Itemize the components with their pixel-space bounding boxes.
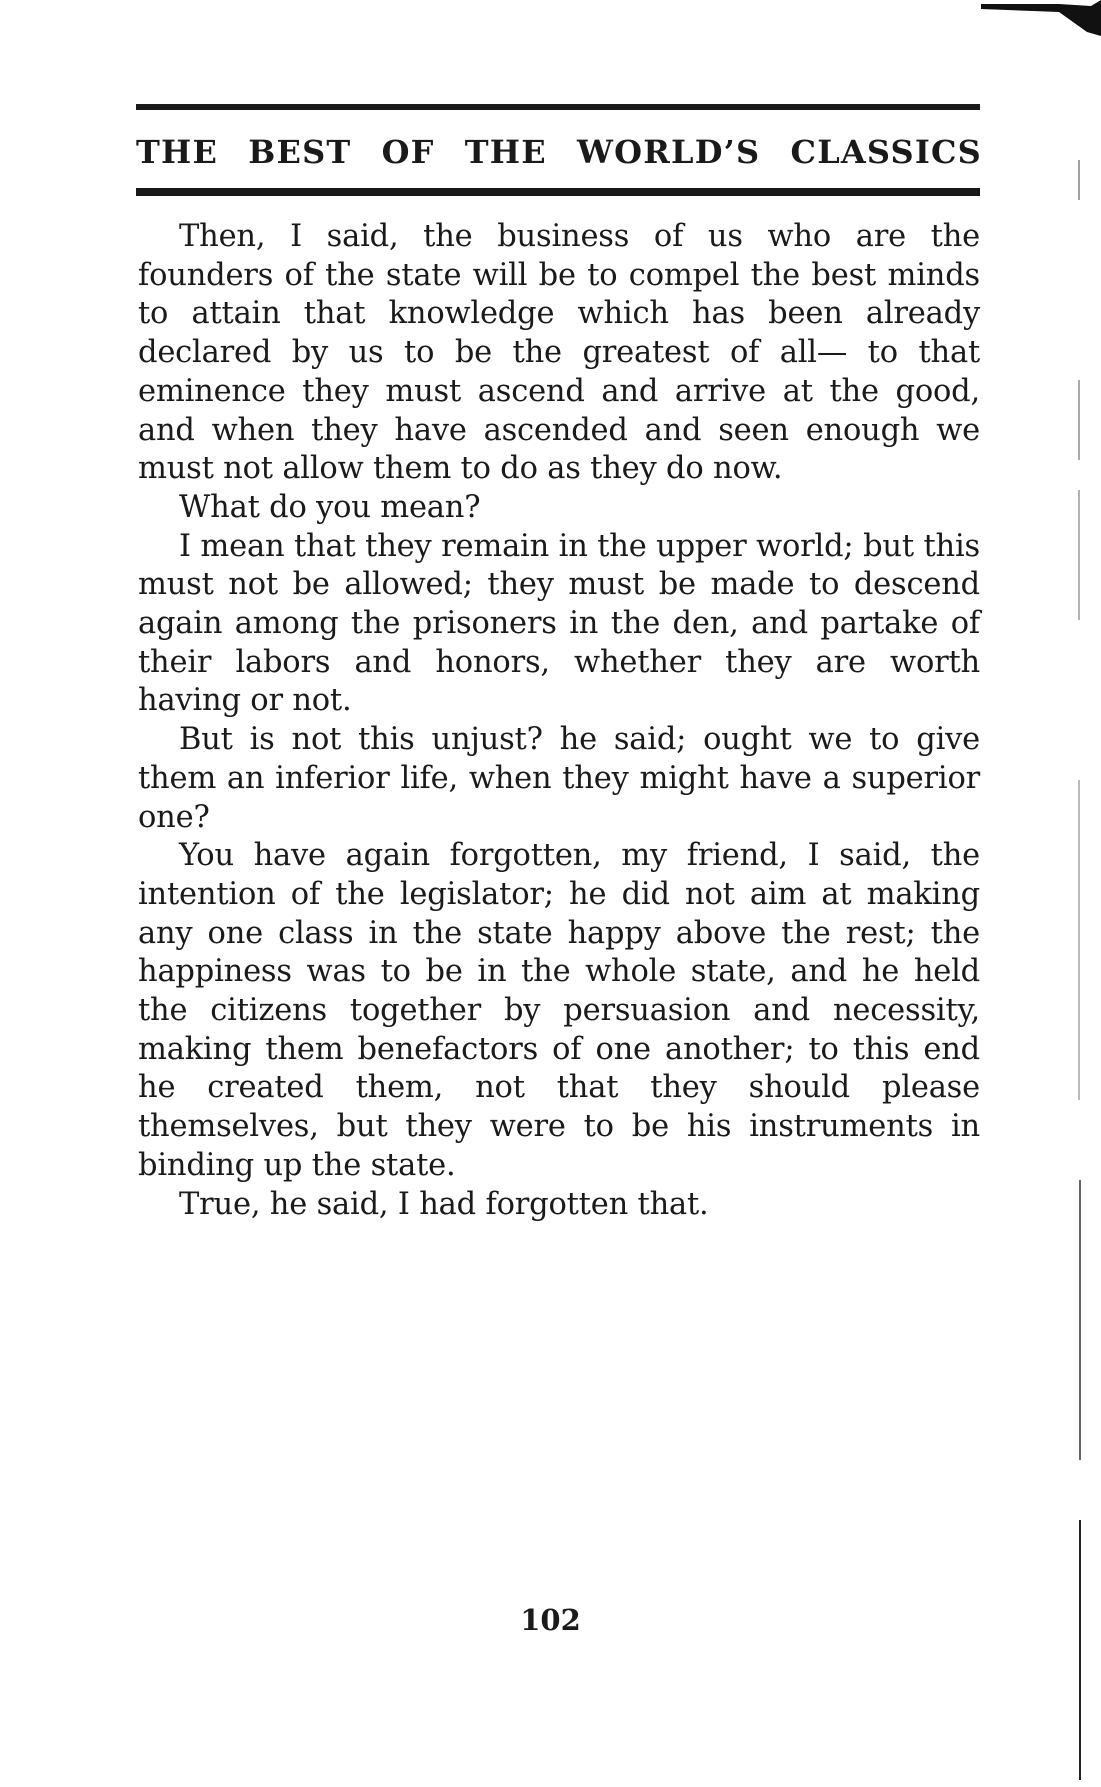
running-head: THE BEST OF THE WORLD’S CLASSICS xyxy=(136,133,982,171)
header-rule-top xyxy=(136,104,980,110)
paragraph: Then, I said, the business of us who are the founders of the state will be to compel the best minds to attain that knowledge which has been already declared by us to be the greatest of all— to that eminence they must ascend and arrive at the good, and when they have ascended and seen enough we must not allow them to do as they do now. xyxy=(138,219,980,487)
paragraph: True, he said, I had forgotten that. xyxy=(179,1186,709,1222)
paragraph: I mean that they remain in the upper world; but this must not be allowed; they must be made to descend again among the prisoners in the den, and partake of their labors and honors, whether they are worth having or not. xyxy=(138,528,980,719)
scan-edge-artifact xyxy=(1075,160,1083,1787)
page-number: 102 xyxy=(520,1603,581,1637)
paragraph: But is not this unjust? he said; ought we to give them an inferior life, when they might have a superior one? xyxy=(138,722,980,835)
paragraph: What do you mean? xyxy=(179,489,481,525)
scan-corner-artifact xyxy=(941,0,1101,36)
paragraph: You have again forgotten, my friend, I said, the intention of the legislator; he did not aim at making any one class in the state happy above the rest; the happiness was to be in the whole state, and he held the citizens together by persuasion and necessity, making them benefactors of one another; to this end he created them, not that they should please themselves, but they were to be his instruments in binding up the state. xyxy=(138,838,980,1183)
body-text xyxy=(138,218,980,1224)
header-rule-bottom xyxy=(136,188,980,196)
